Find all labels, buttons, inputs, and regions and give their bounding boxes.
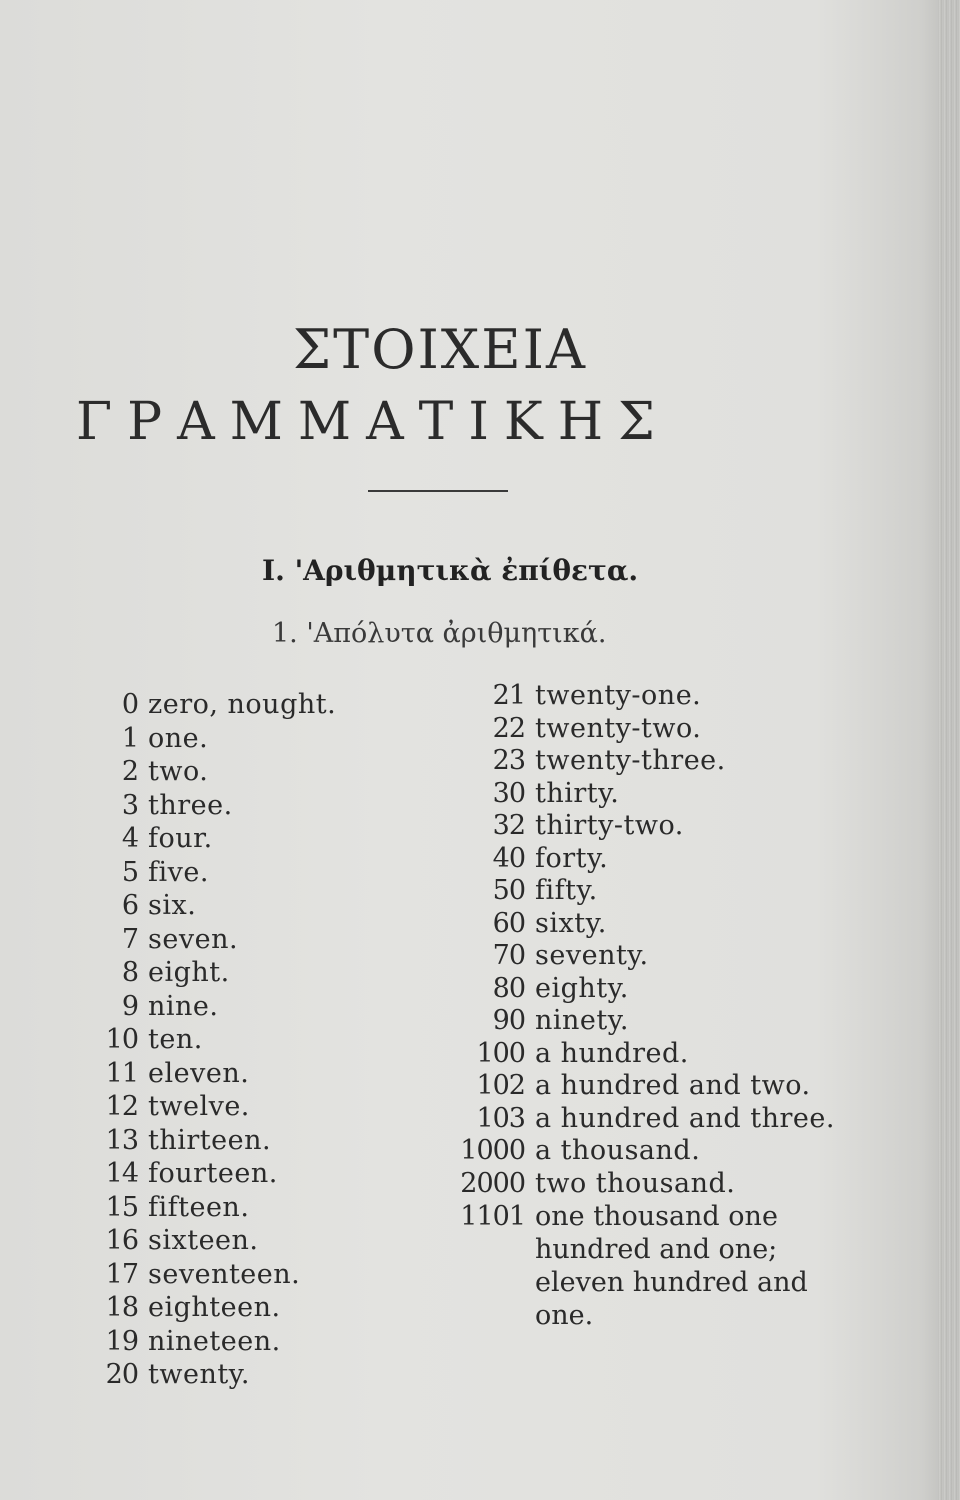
number-word: eight.: [148, 957, 230, 988]
number-word: two thousand.: [535, 1167, 736, 1199]
number-word: thirty.: [535, 777, 620, 809]
number-row: [96, 756, 336, 790]
number-word: one.: [148, 722, 209, 754]
number-digits: 103: [476, 1102, 525, 1134]
number-row: [96, 1326, 336, 1360]
number-row: [96, 689, 336, 723]
number-word: nineteen.: [148, 1325, 281, 1357]
number-word: twenty-one.: [535, 680, 702, 711]
number-word: ten.: [148, 1024, 203, 1055]
number-word: thirteen.: [148, 1124, 272, 1156]
number-word: fifty.: [535, 875, 598, 906]
number-digits: 8: [121, 957, 138, 988]
numbers-column-right: [455, 680, 835, 1332]
number-row: [455, 1135, 835, 1168]
number-row: [96, 1125, 336, 1159]
number-row: [96, 924, 336, 958]
number-word: three.: [148, 789, 233, 821]
number-digits: 30: [492, 777, 525, 809]
number-row: [455, 810, 835, 843]
number-row: [455, 940, 835, 973]
number-digits: 50: [492, 875, 525, 906]
number-digits: 13: [105, 1124, 138, 1156]
number-digits: 16: [105, 1225, 138, 1256]
number-row: [96, 723, 336, 757]
number-row: [455, 713, 835, 746]
title-divider: [368, 490, 508, 492]
number-digits: 2000: [460, 1167, 525, 1199]
number-digits: 7: [121, 923, 138, 955]
number-digits: 60: [492, 907, 525, 939]
number-digits: 18: [105, 1292, 138, 1323]
subsection-heading: 1. 'Απόλυτα ἀριθμητικά.: [272, 618, 607, 649]
number-word: six.: [148, 890, 197, 921]
page-title-line1: ΣΤΟΙΧΕΙΑ: [293, 318, 587, 381]
number-row: [455, 875, 835, 908]
number-row: [455, 1070, 835, 1103]
number-word: eighteen.: [148, 1292, 281, 1323]
number-row: [96, 1058, 336, 1092]
number-row: [96, 1292, 336, 1326]
number-word: twenty-three.: [535, 745, 726, 776]
number-row: [96, 1259, 336, 1293]
number-word: twelve.: [148, 1091, 250, 1122]
number-word: thirty-two.: [535, 810, 684, 841]
number-digits: 0: [121, 689, 138, 720]
number-word: a hundred and three.: [535, 1102, 835, 1134]
page-edge: [938, 0, 960, 1500]
number-row: [96, 1158, 336, 1192]
number-digits: 100: [476, 1037, 525, 1069]
number-digits: 22: [492, 712, 525, 744]
number-digits: 1000: [460, 1135, 525, 1166]
number-digits: 10: [105, 1024, 138, 1055]
number-word: twenty-two.: [535, 712, 702, 744]
number-word: nine.: [148, 990, 219, 1022]
number-word: a thousand.: [535, 1135, 701, 1166]
number-digits: 1: [121, 722, 138, 754]
number-digits: 17: [105, 1258, 138, 1290]
number-word: two.: [148, 756, 209, 787]
number-row: [455, 1103, 835, 1136]
number-word: fifteen.: [148, 1191, 250, 1223]
number-digits: 2: [121, 756, 138, 787]
number-word: one thousand one hundred and one; eleven hundred and one.: [535, 1201, 808, 1331]
number-row: [455, 1168, 835, 1201]
number-digits: 15: [105, 1191, 138, 1223]
number-word: eleven.: [148, 1057, 250, 1089]
number-row: [455, 843, 835, 876]
number-word: five.: [148, 856, 209, 888]
number-word: twenty.: [148, 1359, 250, 1390]
number-digits: 21: [492, 680, 525, 711]
number-digits: 102: [476, 1070, 525, 1101]
number-digits: 32: [492, 810, 525, 841]
number-digits: 1101: [460, 1201, 525, 1232]
number-row: [96, 957, 336, 991]
number-row: [96, 1359, 336, 1393]
number-digits: 90: [492, 1005, 525, 1036]
number-word: fourteen.: [148, 1158, 278, 1189]
number-digits: 5: [121, 856, 138, 888]
number-digits: 70: [492, 940, 525, 971]
number-row: [96, 790, 336, 824]
number-row: [96, 1024, 336, 1058]
number-row: [455, 973, 835, 1006]
number-row: [455, 1200, 835, 1332]
number-digits: 80: [492, 972, 525, 1004]
number-digits: 12: [105, 1091, 138, 1122]
number-word: eighty.: [535, 972, 629, 1004]
number-word: seventeen.: [148, 1258, 301, 1290]
number-digits: 9: [121, 990, 138, 1022]
number-digits: 11: [105, 1057, 138, 1089]
number-word: sixty.: [535, 907, 607, 939]
number-digits: 4: [121, 823, 138, 854]
number-row: [96, 991, 336, 1025]
number-word: seventy.: [535, 940, 649, 971]
number-digits: 40: [492, 842, 525, 874]
number-row: [96, 890, 336, 924]
number-word: zero, nought.: [148, 689, 337, 720]
number-word: forty.: [535, 842, 609, 874]
number-digits: 19: [105, 1325, 138, 1357]
number-row: [455, 680, 835, 713]
number-row: [96, 823, 336, 857]
number-word: seven.: [148, 923, 239, 955]
number-digits: 23: [492, 745, 525, 776]
number-row: [455, 778, 835, 811]
number-digits: 6: [121, 890, 138, 921]
number-word: four.: [148, 823, 213, 854]
page-title-line2: ΓΡΑΜΜΑΤΙΚΗΣ: [76, 392, 670, 452]
number-digits: 3: [121, 789, 138, 821]
numbers-column-left: [96, 689, 336, 1393]
number-row: [96, 1225, 336, 1259]
number-row: [455, 1038, 835, 1071]
section-heading: I. 'Αριθμητικὰ ἐπίθετα.: [262, 554, 639, 587]
number-row: [96, 857, 336, 891]
number-word: sixteen.: [148, 1225, 259, 1256]
number-digits: 14: [105, 1158, 138, 1189]
number-digits: 20: [105, 1359, 138, 1390]
number-row: [96, 1091, 336, 1125]
number-row: [455, 745, 835, 778]
number-row: [455, 908, 835, 941]
number-word: ninety.: [535, 1005, 629, 1036]
number-row: [455, 1005, 835, 1038]
number-word: a hundred and two.: [535, 1070, 811, 1101]
number-row: [96, 1192, 336, 1226]
number-word: a hundred.: [535, 1037, 689, 1069]
